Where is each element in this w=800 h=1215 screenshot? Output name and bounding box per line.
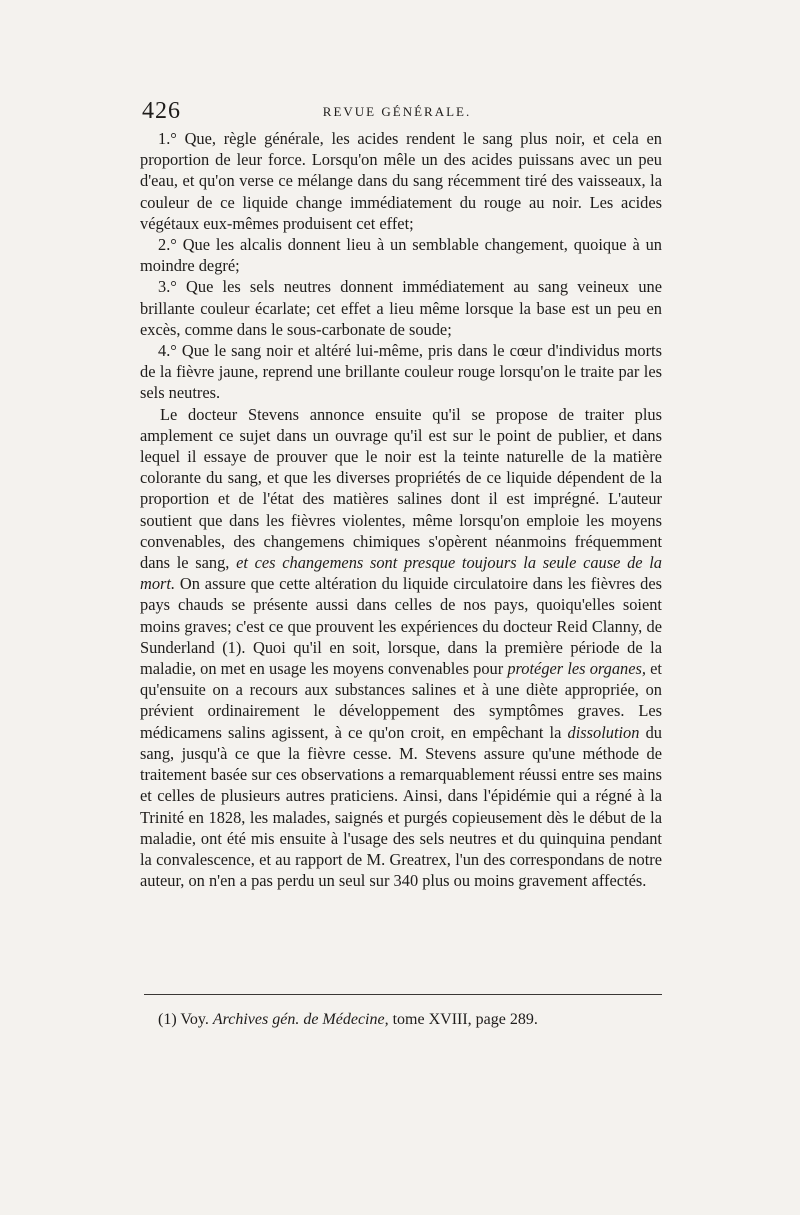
list-item-2: 2.° Que les alcalis donnent lieu à un semblable changement, quoique à un moindre degré; (140, 235, 662, 276)
footnote-marker: (1) Voy. (158, 1011, 209, 1028)
paragraph-text: Le docteur Stevens annonce ensuite qu'il se propose de traiter plus amplement ce sujet dans un ouvrage qu'il est sur le point de publier, et dans lequel il essaye de prouver que le noir est la teinte naturelle de la matière colorante du sang, et que les diverses propriétés de ce liquide dépendent de la proportion et de l'état des matières salines dont il est imprégné. L'auteur soutient que dans les fièvres violentes, même lorsqu'on emploie les moyens convenables, des changemens chimiques s'opèrent néanmoins fréquemment dans le sang, (140, 404, 662, 573)
italic-phrase: et ces changemens sont presque toujours la seule cause de la mort. (140, 553, 662, 594)
running-title: REVUE GÉNÉRALE. (322, 104, 472, 119)
italic-phrase: protéger les organes, (507, 659, 646, 679)
paragraph-text: On assure que cette altération du liquide circulatoire dans les fièvres des pays chauds se présente aussi dans celles de nos pays, quoiqu'elles soient moins graves; c'est ce que prouvent les expériences du docteur Reid Clanny, de Sunderland (1). Quoi qu'il en soit, lorsque, dans la première période de la maladie, on met en usage les moyens convenables pour (140, 574, 662, 679)
footnote (158, 1010, 658, 1030)
list-item-1: 1.° Que, règle générale, les acides rendent le sang plus noir, et cela en proportion de leur force. Lorsqu'on mêle un des acides puissans avec un peu d'eau, et qu'on verse ce mélange dans du sang récemment tiré des vaisseaux, la couleur de ce liquide change immédiatement du rouge au noir. Les acides végétaux eux-mêmes produisent cet effet; (140, 129, 662, 233)
page-number: 426 (142, 98, 181, 124)
page-header (142, 98, 662, 128)
list-item-3: 3.° Que les sels neutres donnent immédiatement au sang veineux une brillante couleur écarlate; cet effet a lieu même lorsque la base est un peu en excès, comme dans le sous-carbonate de soude; (140, 277, 662, 339)
footnote-rest: tome XVIII, page 289. (392, 1011, 538, 1028)
footnote-divider (144, 994, 662, 995)
paragraph-text: du sang, jusqu'à ce que la fièvre cesse. M. Stevens assure qu'une méthode de traitement basée sur ces observations a remarquablement réussi entre ses mains et celles de plusieurs autres praticiens. Ainsi, dans l'épidémie qui a régné à la Trinité en 1828, les malades, saignés et purgés copieusement dès le début de la maladie, ont été mis ensuite à l'usage des sels neutres et du quinquina pendant la convalescence, et au rapport de M. Greatrex, l'un des correspondans de notre auteur, on n'en a pas perdu un seul sur 340 plus ou moins gravement affectés. (140, 722, 662, 891)
body-text (140, 128, 662, 891)
italic-phrase: dissolution (567, 722, 640, 742)
paragraph-stevens (140, 404, 662, 892)
footnote-reference: Archives gén. de Médecine, (212, 1011, 389, 1028)
paragraph-text: et qu'ensuite on a recours aux substances salines et à une diète appropriée, on prévient ordinairement le développement des symptômes graves. Les médicamens salins agissent, à ce qu'on croit, en empêchant la (140, 659, 662, 742)
list-item-4: 4.° Que le sang noir et altéré lui-même, pris dans le cœur d'individus morts de la fièvre jaune, reprend une brillante couleur rouge lorsqu'on le traite par les sels neutres. (140, 341, 662, 403)
